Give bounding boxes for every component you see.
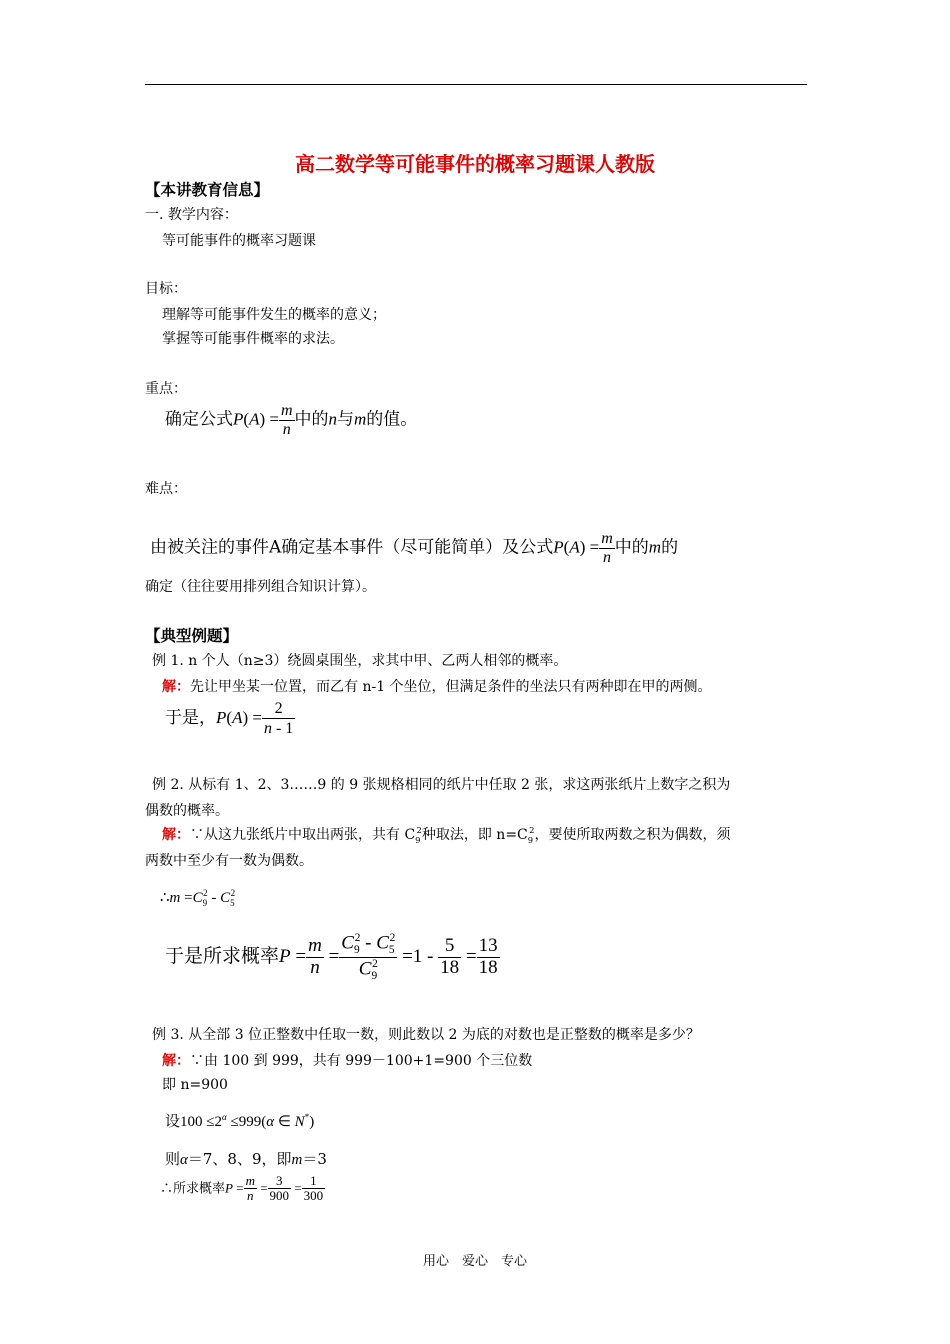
frac-m-n: $\frac{m}{n}$ [308,934,322,978]
difficulty-text-post: 中的 [614,537,649,558]
example-3-question: 例 3. 从全部 3 位正整数中任取一数，则此数以 2 为底的对数也是正整数的概率是多少？ [152,1027,700,1043]
goal-item-2: 掌握等可能事件概率的求法。 [162,331,344,347]
example-3-alpha-values: 则α＝7、8、9，即m＝3 [165,1150,327,1168]
difficulty-fraction: $\frac{m}{n}$ [601,530,613,566]
frac-5-18: $\frac{5}{18}$ [440,934,460,978]
key-text-post-1: 中的 [294,409,329,430]
key-label: 重点： [145,381,187,397]
goal-item-1: 理解等可能事件发生的概率的意义； [162,307,386,323]
doc-title: 高二数学等可能事件的概率习题课人教版 [295,152,655,176]
example-1-question: 例 1. n 个人（n≥3）绕圆桌围坐，求其中甲、乙两人相邻的概率。 [152,653,568,669]
formula-pa: P [233,409,244,429]
section-info-header: 【本讲教育信息】 [145,180,270,199]
frac-combinations: $\frac{C_9^2 - C_5^2}{C_9^2}$ [341,932,396,982]
formula-m-over-n: $\frac{m}{n}$ [280,402,293,438]
content-label: 一. 教学内容： [145,207,238,223]
key-formula-line: 确定公式P(A) = $\frac{m}{n}$ 中的n与m的值。 [165,402,418,438]
page-footer: 用心 爱心 专心 [422,1254,527,1269]
example-1-fraction: $\frac{2}{n - 1}$ [263,700,294,737]
difficulty-text-2: 确定（往往要用排列组合知识计算）。 [145,579,376,595]
example-2-probability-formula: 于是所求概率P = $\frac{m}{n}$ = $\frac{C_9^2 - C_5^2}{C_9^2}$ =1 - $\frac{5}{18}$ = $\frac{13}{18}$ [165,932,498,982]
example-3-n-value: 即 n=900 [162,1077,228,1093]
goal-label: 目标： [145,281,187,297]
key-text-pre: 确定公式 [165,409,233,430]
content-text: 等可能事件的概率习题课 [162,233,316,249]
example-2-question-line-2: 偶数的概率。 [145,803,229,819]
example-2-solution-line-1: 解：∵从这九张纸片中取出两张，共有 $C_9^2$种取法，即 $n=C_9^2$，要使所取两数之积为偶数，须 [162,825,731,845]
frac-13-18: $\frac{13}{18}$ [478,934,498,978]
example-1-result: 于是，P(A) = $\frac{2}{n - 1}$ [165,700,294,737]
difficulty-text-end: 的 [661,537,679,558]
example-2-m-formula: ∴m $=C_9^2 - C_5^2$ [160,888,236,908]
difficulty-label: 难点： [145,481,187,497]
example-1-solution: 解：先让甲坐某一位置，而乙有 n-1 个坐位，但满足条件的坐法只有两种即在甲的两侧。 [162,679,712,695]
difficulty-formula-line: 由被关注的事件A确定基本事件（尽可能简单）及公式P(A) = $\frac{m}{n}$ 中的m的 [150,530,679,566]
section-examples-header: 【典型例题】 [145,626,239,645]
difficulty-text-pre: 由被关注的事件A确定基本事件（尽可能简单）及公式 [150,537,554,558]
key-text-post-2: 与 [337,409,355,430]
example-2-question-line-1: 例 2. 从标有 1、2、3……9 的 9 张规格相同的纸片中任取 2 张，求这两张纸片上数字之积为 [152,777,731,793]
example-3-inequality: 设$100 \le 2^\alpha \le 999(\alpha$ ∈ N*) [165,1112,315,1130]
key-text-post-3: 的值。 [366,409,418,430]
example-3-probability: ∴所求概率P = $\frac{m}{n}$ = $\frac{3}{900}$ = $\frac{1}{300}$ [160,1173,324,1204]
example-3-solution: 解：∵由 100 到 999，共有 999－100+1=900 个三位数 [162,1053,533,1069]
header-rule [145,84,807,85]
example-2-solution-line-2: 两数中至少有一数为偶数。 [145,853,313,869]
solution-label: 解： [162,679,190,695]
